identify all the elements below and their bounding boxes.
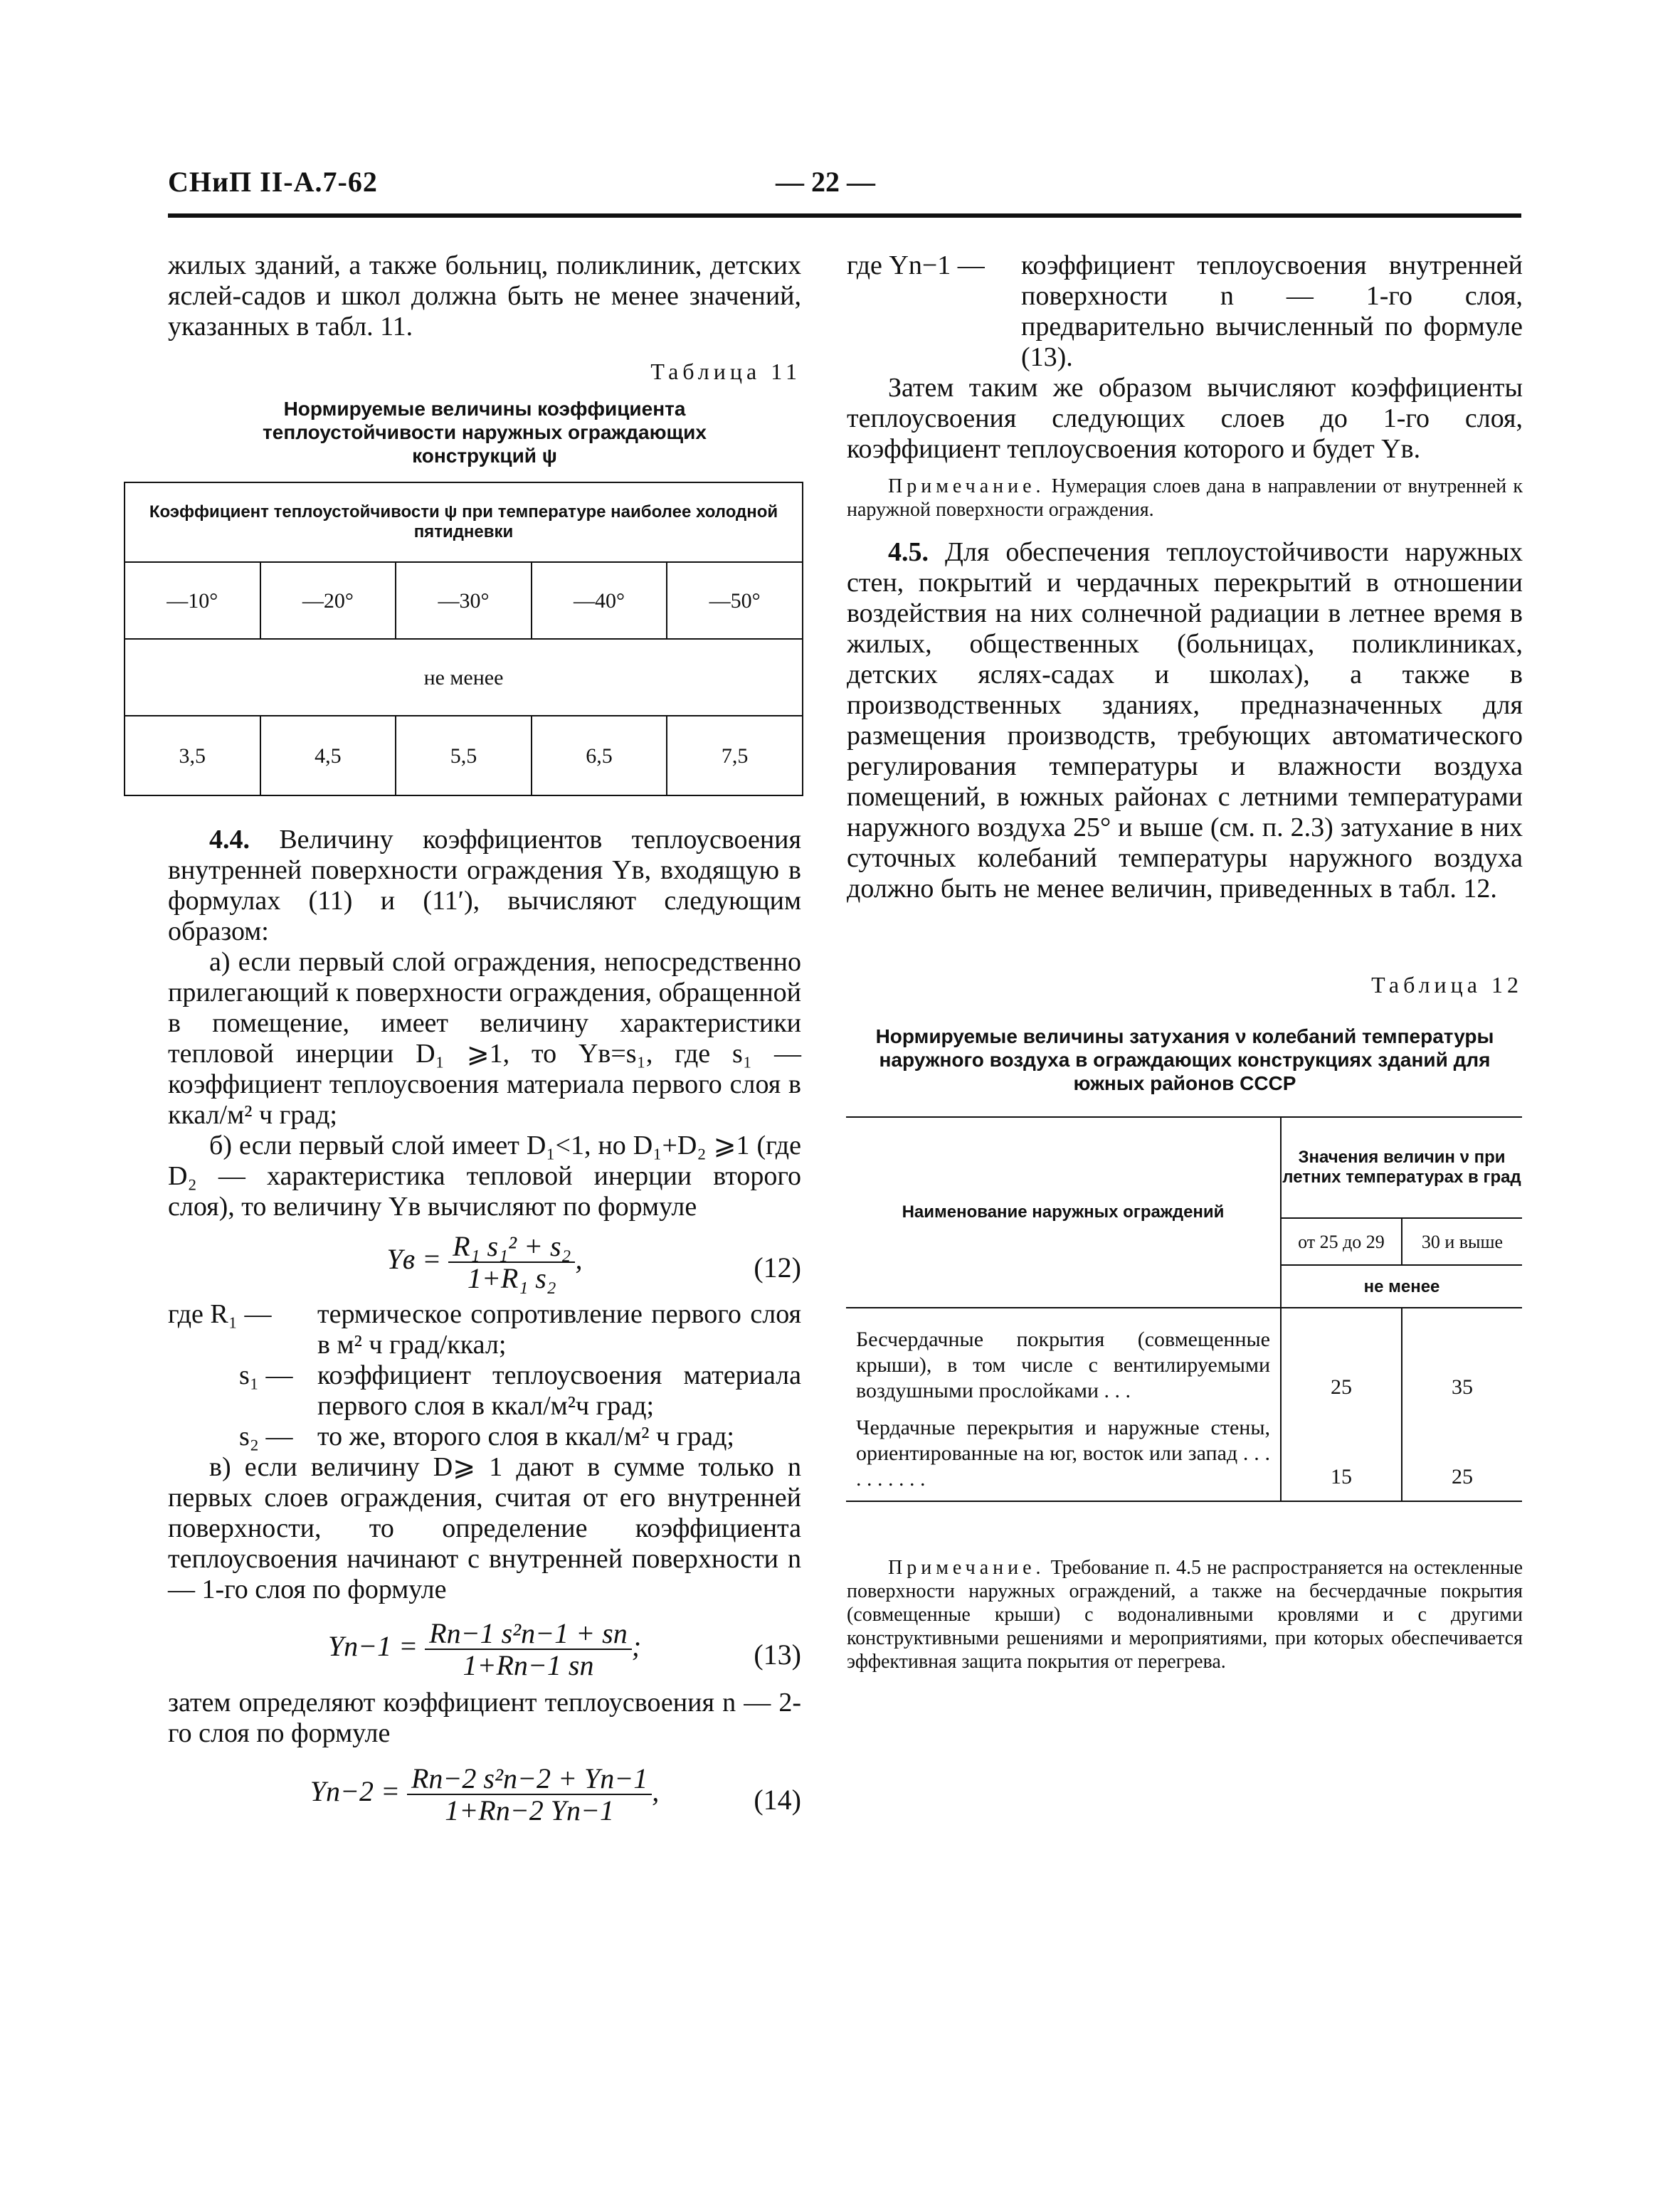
formula-13 <box>168 1618 801 1681</box>
table-row <box>846 1308 1522 1409</box>
table-row <box>846 1409 1522 1501</box>
formula-14-lhs: Yn−2 = <box>310 1775 400 1808</box>
formula-12 <box>168 1231 801 1293</box>
paragraph-then-2: Затем таким же образом вычисляют коэффициенты теплоусвоения следующих слоев до 1-го слоя, коэффициент теплоусвоения которого и будет Yв. <box>847 373 1523 464</box>
paragraph-then: затем определяют коэффициент теплоусвоения n — 2-го слоя по формуле <box>168 1688 801 1748</box>
page-number: — 22 — <box>776 166 875 198</box>
paragraph-a: а) если первый слой ограждения, непосредственно прилегающий к поверхности ограждения, обращенной в помещение, имеет величину характеристики тепловой инерции D₁ ⩾1, то Yв=s₁, где s₁ — коэффициент теплоусвоения материала первого слоя в ккал/м² ч град; <box>168 947 801 1130</box>
table12-subheader: не менее <box>1281 1265 1522 1308</box>
note-1-label: Примечание. <box>888 475 1045 497</box>
paragraph-4-5 <box>847 537 1523 904</box>
temp-cell: —40° <box>532 562 667 639</box>
header-rule <box>168 213 1521 218</box>
table11-subheader: не менее <box>125 639 803 716</box>
where-12-s2 <box>168 1422 801 1452</box>
note-2-label: Примечание. <box>888 1557 1045 1579</box>
row-value: 25 <box>1402 1409 1522 1501</box>
formula-12-numerator: R₁ s₁² + s₂ <box>448 1231 575 1263</box>
row-name: Чердачные перекрытия и наружные стены, ориентированные на юг, восток или запад . . . . . . . . . . <box>846 1409 1281 1501</box>
formula-13-number: (13) <box>754 1639 801 1671</box>
where-label: s₁ — <box>239 1360 293 1390</box>
paragraph-4-5-number: 4.5. <box>888 537 929 567</box>
where-label: где Yn−1 — <box>847 250 985 280</box>
where-13 <box>847 250 1523 373</box>
table12-col-values: Значения величин ν при летних температурах в град <box>1281 1117 1522 1218</box>
formula-12-lhs: Yв = <box>386 1243 442 1276</box>
table12-caption: Нормируемые величины затухания ν колебаний температуры наружного воздуха в ограждающих конструкциях зданий для южных районов СССР <box>875 1025 1494 1094</box>
table12 <box>846 1116 1522 1502</box>
paragraph-v: в) если величину D⩾ 1 дают в сумме только n первых слоев ограждения, считая от его внутренней поверхности, то определение коэффициента теплоусвоения начинают с внутренней поверхности n — 1-го слоя по формуле <box>168 1452 801 1604</box>
where-12-s1 <box>168 1360 801 1422</box>
formula-12-denominator: 1+R₁ s₂ <box>467 1262 556 1294</box>
table12-label: Таблица 12 <box>1371 972 1523 998</box>
formula-13-lhs: Yn−1 = <box>327 1630 418 1663</box>
paragraph-4-4-number: 4.4. <box>209 825 250 855</box>
formula-13-fraction <box>425 1618 632 1681</box>
formula-14-denominator: 1+Rn−2 Yn−1 <box>445 1794 614 1826</box>
where-text: коэффициент теплоусвоения внутренней поверхности n — 1-го слоя, предварительно вычисленный по формуле (13). <box>1021 250 1523 372</box>
note-2 <box>847 1556 1523 1673</box>
value-cell: 6,5 <box>532 716 667 795</box>
note-1 <box>847 475 1523 522</box>
right-column <box>847 250 1523 1673</box>
where-text: то же, второго слоя в ккал/м² ч град; <box>317 1422 734 1451</box>
formula-14-numerator: Rn−2 s²n−2 + Yn−1 <box>407 1763 652 1795</box>
formula-14-number: (14) <box>754 1784 801 1816</box>
intro-paragraph: жилых зданий, а также больниц, поликлиник, детских яслей-садов и школ должна быть не менее значений, указанных в табл. 11. <box>168 250 801 342</box>
row-value: 25 <box>1281 1308 1402 1409</box>
table11-header: Коэффициент теплоустойчивости ψ при температуре наиболее холодной пятидневки <box>125 482 803 562</box>
table12-range-2: 30 и выше <box>1402 1218 1522 1265</box>
formula-14-fraction <box>407 1763 652 1826</box>
value-cell: 3,5 <box>125 716 260 795</box>
where-12-r1 <box>168 1299 801 1360</box>
formula-12-fraction <box>448 1231 575 1293</box>
formula-13-tail: ; <box>631 1630 642 1663</box>
note-2-text: Требование п. 4.5 не распространяется на остекленные поверхности наружных ограждений, а также на бесчердачные покрытия (совмещенные крыши) с водоналивными кровлями и с другими конструктивными решениями и мероприятиями, при которых обеспечивается эффективная защита покрытия от перегрева. <box>847 1557 1523 1673</box>
table11-label: Таблица 11 <box>650 359 801 384</box>
where-text: коэффициент теплоусвоения материала первого слоя в ккал/м²ч град; <box>317 1360 801 1421</box>
table11-caption: Нормируемые величины коэффициента теплоустойчивости наружных ограждающих конструкций ψ <box>263 398 707 467</box>
formula-13-numerator: Rn−1 s²n−1 + sn <box>425 1618 632 1650</box>
row-name: Бесчердачные покрытия (совмещенные крыши), в том числе с вентилируемыми воздушными прослойками . . . <box>846 1308 1281 1409</box>
value-cell: 5,5 <box>396 716 532 795</box>
temp-cell: —30° <box>396 562 532 639</box>
paragraph-4-4 <box>168 825 801 947</box>
table12-range-1: от 25 до 29 <box>1281 1218 1402 1265</box>
formula-14 <box>168 1763 801 1826</box>
table11 <box>124 482 803 796</box>
where-label: s₂ — <box>239 1422 293 1451</box>
table11-temps-row <box>125 562 803 639</box>
where-label: где R₁ — <box>168 1299 272 1329</box>
temp-cell: —20° <box>260 562 396 639</box>
formula-12-tail: , <box>575 1243 583 1276</box>
paragraph-b: б) если первый слой имеет D₁<1, но D₁+D₂ ⩾1 (где D₂ — характеристика тепловой инерции второго слоя), то величину Yв вычисляют по формуле <box>168 1131 801 1222</box>
paragraph-4-4-text: Величину коэффициентов теплоусвоения внутренней поверхности ограждения Yв, входящую в формулах (11) и (11′), вычисляют следующим образом: <box>168 825 801 946</box>
row-value: 35 <box>1402 1308 1522 1409</box>
table11-values-row <box>125 716 803 795</box>
formula-14-tail: , <box>652 1775 660 1808</box>
value-cell: 7,5 <box>667 716 803 795</box>
temp-cell: —50° <box>667 562 803 639</box>
note-1-text: Нумерация слоев дана в направлении от внутренней к наружной поверхности ограждения. <box>847 475 1523 521</box>
left-column <box>149 250 801 1826</box>
document-code: СНиП II-А.7-62 <box>168 166 378 198</box>
formula-13-denominator: 1+Rn−1 sn <box>463 1649 594 1681</box>
temp-cell: —10° <box>125 562 260 639</box>
row-value: 15 <box>1281 1409 1402 1501</box>
table12-col-name: Наименование наружных ограждений <box>846 1117 1281 1308</box>
formula-12-number: (12) <box>754 1252 801 1284</box>
where-text: термическое сопротивление первого слоя в м² ч град/ккал; <box>317 1299 801 1360</box>
paragraph-4-5-text: Для обеспечения теплоустойчивости наружных стен, покрытий и чердачных перекрытий в отношении воздействия на них солнечной радиации в летнее время в жилых, общественных (больницах, поликлиниках, детских яслях-садах и школах), а также в производственных зданиях, предназначенных для размещения производств, требующих автоматического регулирования температуры и влажности воздуха помещений, в южных районах с летними температурами наружного воздуха 25° и выше (см. п. 2.3) затухание в них суточных колебаний температуры наружного воздуха должно быть не менее величин, приведенных в табл. 12. <box>847 537 1523 904</box>
value-cell: 4,5 <box>260 716 396 795</box>
